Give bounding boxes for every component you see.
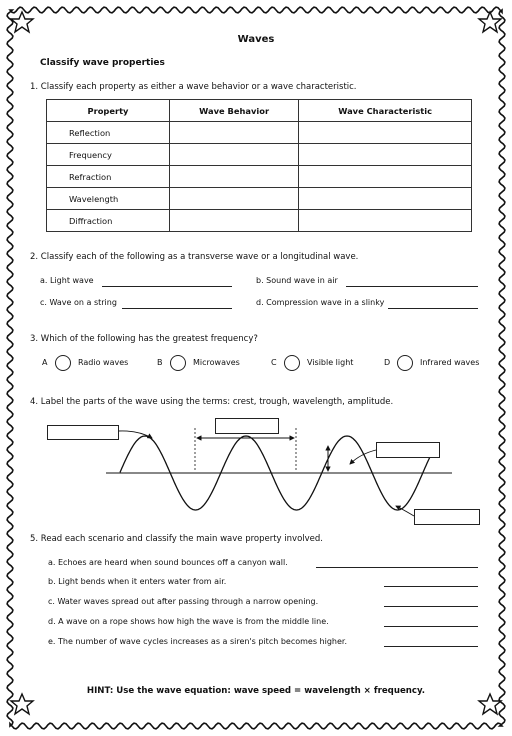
wave-characteristic-cell[interactable] (299, 144, 472, 166)
answer-line[interactable] (346, 286, 478, 287)
page-title: Waves (237, 34, 275, 45)
label-box-trough[interactable] (414, 509, 480, 525)
scenario-text: a. Echoes are heard when sound bounces off a canyon wall. (48, 558, 288, 567)
option-letter: A (42, 358, 48, 367)
property-name: Reflection (47, 122, 170, 144)
property-table (46, 99, 472, 232)
answer-line[interactable] (102, 286, 232, 287)
answer-line[interactable] (384, 626, 478, 627)
column-header: Property (47, 100, 170, 122)
property-name: Refraction (47, 166, 170, 188)
trough-pointer-arrow (396, 506, 414, 516)
question-5-prompt: 5. Read each scenario and classify the main wave property involved. (30, 534, 323, 544)
scenario-text: b. Light bends when it enters water from air. (48, 577, 227, 586)
answer-line[interactable] (316, 567, 478, 568)
property-name: Wavelength (47, 188, 170, 210)
table-row (47, 166, 472, 188)
option-b-radio[interactable] (170, 355, 186, 371)
star-icon (11, 694, 33, 714)
wave-behavior-cell[interactable] (170, 210, 299, 232)
option-label: Visible light (307, 358, 354, 367)
hint-text: HINT: Use the wave equation: wave speed = wavelength × frequency. (86, 686, 426, 696)
star-icon (11, 12, 33, 32)
question-4-prompt: 4. Label the parts of the wave using the terms: crest, trough, wavelength, amplitude. (30, 397, 394, 407)
q2-item-label: b. Sound wave in air (256, 276, 338, 285)
option-c-radio[interactable] (284, 355, 300, 371)
table-header-row (47, 100, 472, 122)
wave-characteristic-cell[interactable] (299, 210, 472, 232)
option-letter: B (157, 358, 163, 367)
wave-characteristic-cell[interactable] (299, 122, 472, 144)
label-box-amplitude[interactable] (376, 442, 440, 458)
q2-item-label: a. Light wave (40, 276, 94, 285)
column-header: Wave Behavior (170, 100, 299, 122)
question-2-prompt: 2. Classify each of the following as a transverse wave or a longitudinal wave. (30, 252, 359, 262)
star-icon (479, 694, 501, 714)
option-d-radio[interactable] (397, 355, 413, 371)
wave-behavior-cell[interactable] (170, 188, 299, 210)
scenario-text: e. The number of wave cycles increases as a siren's pitch becomes higher. (48, 637, 348, 646)
star-icon (479, 12, 501, 32)
question-1-prompt: 1. Classify each property as either a wave behavior or a wave characteristic. (30, 82, 357, 92)
wave-behavior-cell[interactable] (170, 122, 299, 144)
scenario-text: c. Water waves spread out after passing through a narrow opening. (48, 597, 319, 606)
option-label: Microwaves (193, 358, 240, 367)
option-label: Radio waves (78, 358, 129, 367)
answer-line[interactable] (384, 586, 478, 587)
table-row (47, 122, 472, 144)
property-name: Diffraction (47, 210, 170, 232)
option-letter: D (384, 358, 391, 367)
option-a-radio[interactable] (55, 355, 71, 371)
option-letter: C (271, 358, 277, 367)
label-box-crest[interactable] (47, 425, 119, 440)
table-row (47, 210, 472, 232)
section-subtitle: Classify wave properties (40, 58, 165, 68)
wave-behavior-cell[interactable] (170, 144, 299, 166)
question-3-prompt: 3. Which of the following has the greatest frequency? (30, 334, 258, 344)
option-label: Infrared waves (420, 358, 480, 367)
answer-line[interactable] (384, 646, 478, 647)
wave-characteristic-cell[interactable] (299, 166, 472, 188)
wave-behavior-cell[interactable] (170, 166, 299, 188)
column-header: Wave Characteristic (299, 100, 472, 122)
scenario-text: d. A wave on a rope shows how high the wave is from the middle line. (48, 617, 329, 626)
label-box-wavelength[interactable] (215, 418, 279, 434)
wave-characteristic-cell[interactable] (299, 188, 472, 210)
q2-item-label: d. Compression wave in a slinky (256, 298, 385, 307)
answer-line[interactable] (122, 308, 232, 309)
table-row (47, 188, 472, 210)
table-row (47, 144, 472, 166)
q2-item-label: c. Wave on a string (40, 298, 117, 307)
answer-line[interactable] (384, 606, 478, 607)
property-name: Frequency (47, 144, 170, 166)
answer-line[interactable] (388, 308, 478, 309)
